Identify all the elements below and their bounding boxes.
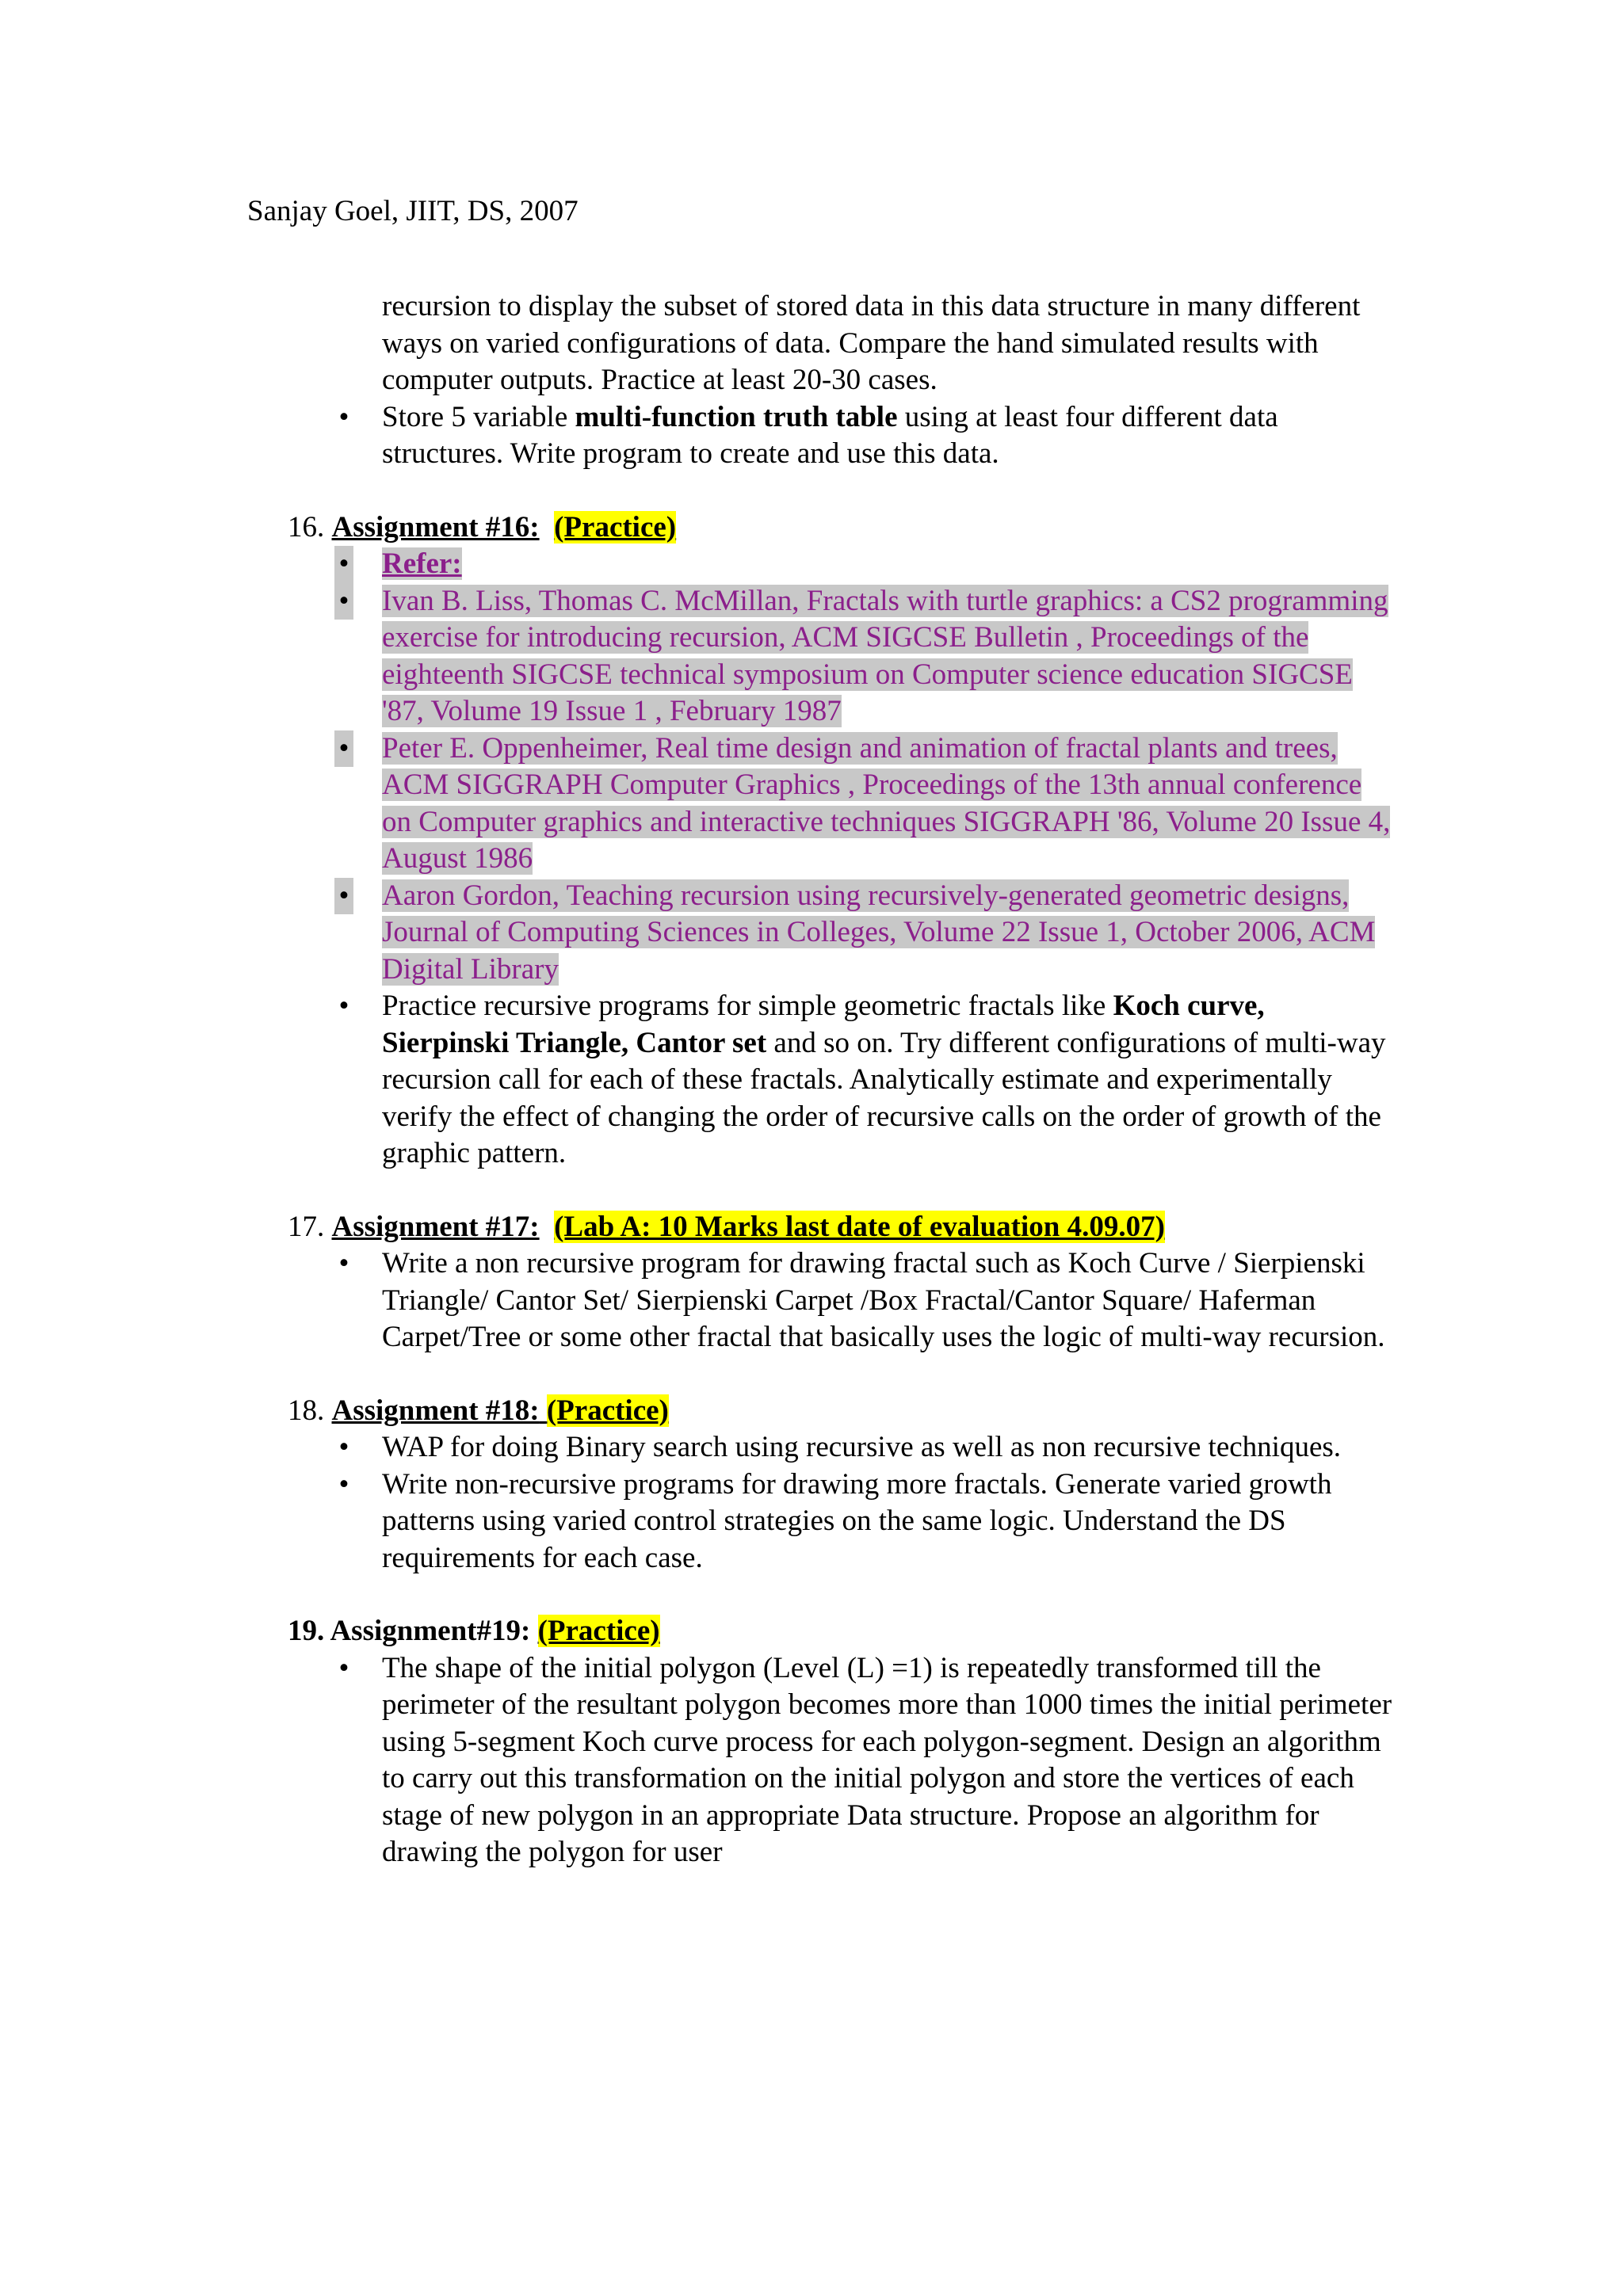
practice-tag: (Practice) <box>554 510 677 543</box>
lab-tag: (Lab A: 10 Marks last date of evaluation 4.09.07) <box>554 1210 1165 1243</box>
bullet-icon: • <box>334 546 353 583</box>
list-item: • Store 5 variable multi-function truth table using at least four different data structures. Write program to create and use this data. <box>288 399 1397 473</box>
reference-item: • Aaron Gordon, Teaching recursion using recursively-generated geometric designs, Journal of Computing Sciences in Colleges, Volume 22 Issue 1, October 2006, ACM Digital Library <box>288 878 1397 989</box>
bullet-icon: • <box>334 583 353 620</box>
references-block <box>288 546 1397 988</box>
continued-paragraph: recursion to display the subset of stored data in this data structure in many different ways on varied configurations of data. Compare the hand simulated results with computer outputs. Practice at least 20-30 cases. <box>382 290 1361 396</box>
page-header: Sanjay Goel, JIIT, DS, 2007 <box>247 195 579 227</box>
list-item: • WAP for doing Binary search using recursive as well as non recursive techniques. <box>288 1429 1397 1466</box>
list-item: • Write non-recursive programs for drawing more fractals. Generate varied growth patterns using varied control strategies on the same logic. Understand the DS requirements for each case. <box>288 1466 1397 1577</box>
reference-item: • Peter E. Oppenheimer, Real time design and animation of fractal plants and trees, ACM SIGGRAPH Computer Graphics , Proceedings of the 13th annual conference on Computer graphics and interactive techniques SIGGRAPH '86, Volume 20 Issue 4, August 1986 <box>288 730 1397 878</box>
list-item: • The shape of the initial polygon (Level (L) =1) is repeatedly transformed till the perimeter of the resultant polygon becomes more than 1000 times the initial perimeter using 5-segment Koch curve process for each polygon-segment. Design an algorithm to carry out this transformation on the initial polygon and store the vertices of each stage of new polygon in an appropriate Data structure. Propose an algorithm for drawing the polygon for user <box>288 1650 1397 1871</box>
document-body <box>288 288 1397 1871</box>
refer-link[interactable]: Refer: <box>382 547 462 580</box>
bullet-icon: • <box>338 1651 349 1684</box>
assignment-16-heading: 16. Assignment #16: (Practice) <box>288 510 677 543</box>
assignment-17-heading: 17. Assignment #17: (Lab A: 10 Marks last date of evaluation 4.09.07) <box>288 1210 1165 1243</box>
bullet-icon: • <box>338 1247 349 1280</box>
list-item: • Practice recursive programs for simple geometric fractals like Koch curve, Sierpinski Triangle, Cantor set and so on. Try different configurations of multi-way recursion call for each of these fractals. Analytically estimate and experimentally verify the effect of changing the order of recursive calls on the order of growth of the graphic pattern. <box>288 988 1397 1173</box>
practice-tag: (Practice) <box>546 1394 669 1427</box>
bullet-icon: • <box>338 1431 349 1463</box>
assignment-19-heading: 19. Assignment#19: (Practice) <box>288 1615 660 1647</box>
practice-tag: (Practice) <box>537 1615 660 1647</box>
bullet-icon: • <box>334 878 353 915</box>
bullet-icon: • <box>334 730 353 768</box>
list-item <box>288 546 1397 583</box>
bullet-icon: • <box>338 1467 349 1501</box>
bullet-icon: • <box>338 400 349 433</box>
bullet-icon: • <box>338 990 349 1022</box>
assignment-18-heading: 18. Assignment #18: (Practice) <box>288 1394 669 1427</box>
list-item: • Write a non recursive program for drawing fractal such as Koch Curve / Sierpienski Triangle/ Cantor Set/ Sierpienski Carpet /Box Fractal/Cantor Square/ Haferman Carpet/Tree or some other fractal that basically uses the logic of multi-way recursion. <box>288 1245 1397 1356</box>
reference-item: • Ivan B. Liss, Thomas C. McMillan, Fractals with turtle graphics: a CS2 programming exercise for introducing recursion, ACM SIGCSE Bulletin , Proceedings of the eighteenth SIGCSE technical symposium on Computer science education SIGCSE '87, Volume 19 Issue 1 , February 1987 <box>288 583 1397 730</box>
